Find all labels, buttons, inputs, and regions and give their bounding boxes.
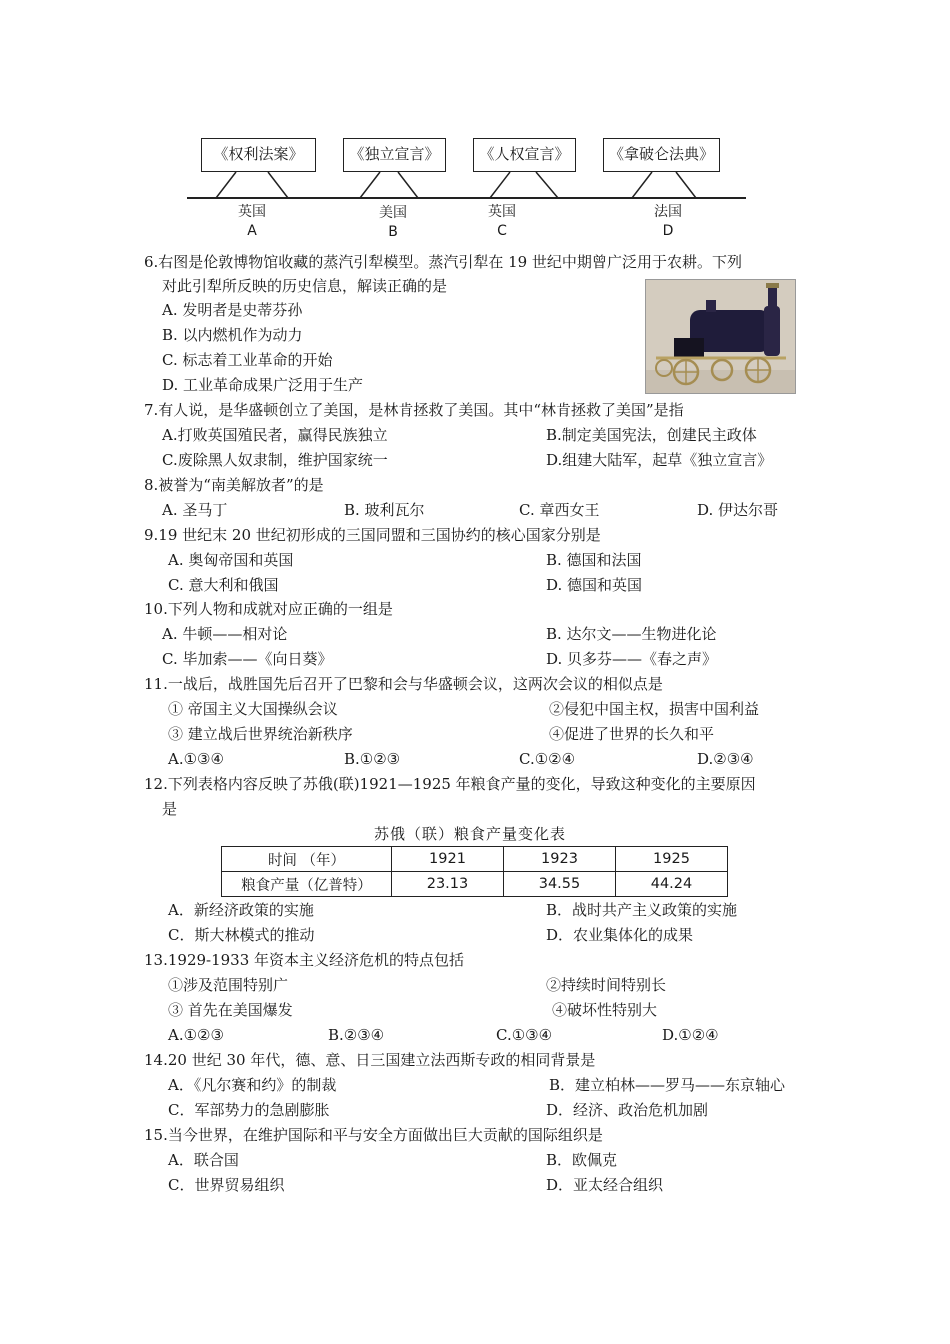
timeline-doc-rights-of-man: 《人权宣言》 [473, 138, 576, 172]
timeline-letter-d: D [662, 223, 674, 239]
q11-option-d: D.②③④ [697, 750, 754, 768]
q7-stem: 7.有人说，是华盛顿创立了美国，是林肯拯救了美国。其中“林肯拯救了美国”是指 [144, 401, 684, 419]
q8-option-c: C. 章西女王 [519, 501, 600, 519]
table-value-1921: 23.13 [392, 872, 504, 897]
q13-item-3: ③ 首先在美国爆发 [168, 1001, 293, 1019]
q8-stem: 8.被誉为“南美解放者”的是 [144, 476, 324, 494]
q6-option-b: B. 以内燃机作为动力 [162, 326, 303, 344]
table-value-1923: 34.55 [504, 872, 616, 897]
q11-item-1: ① 帝国主义大国操纵会议 [168, 700, 338, 718]
q15-option-a: A．联合国 [168, 1151, 239, 1169]
timeline-letter-b: B [388, 224, 398, 240]
grain-output-table [221, 846, 728, 897]
q11-option-b: B.①②③ [344, 750, 401, 768]
q8-option-b: B. 玻利瓦尔 [344, 501, 425, 519]
q12-option-a: A．新经济政策的实施 [168, 901, 314, 919]
q10-option-d: D. 贝多芬——《春之声》 [546, 650, 718, 668]
q10-stem: 10.下列人物和成就对应正确的一组是 [144, 600, 393, 618]
q8-option-d: D. 伊达尔哥 [697, 501, 779, 519]
q12-option-d: D．农业集体化的成果 [546, 926, 694, 944]
table-header-year: 时间 （年） [222, 847, 392, 872]
q13-item-4: ④破坏性特别大 [552, 1001, 658, 1019]
timeline-country-a: 英国 [238, 204, 266, 220]
q6-option-a: A. 发明者是史蒂芬孙 [162, 301, 303, 319]
steam-plough-illustration [646, 280, 795, 393]
q13-stem: 13.1929-1933 年资本主义经济危机的特点包括 [144, 951, 465, 969]
q14-stem: 14.20 世纪 30 年代，德、意、日三国建立法西斯专政的相同背景是 [144, 1051, 596, 1069]
table-header-output: 粮食产量（亿普特） [222, 872, 392, 897]
q10-option-a: A. 牛顿——相对论 [162, 625, 288, 643]
q11-item-3: ③ 建立战后世界统治新秩序 [168, 725, 353, 743]
q15-stem: 15.当今世界，在维护国际和平与安全方面做出巨大贡献的国际组织是 [144, 1126, 603, 1144]
q12-option-b: B．战时共产主义政策的实施 [546, 901, 738, 919]
q10-option-b: B. 达尔文——生物进化论 [546, 625, 717, 643]
q15-option-b: B．欧佩克 [546, 1151, 618, 1169]
q15-option-c: C．世界贸易组织 [168, 1176, 285, 1194]
q13-option-d: D.①②④ [662, 1026, 719, 1044]
q11-item-4: ④促进了世界的长久和平 [549, 725, 715, 743]
q8-option-a: A. 圣马丁 [162, 501, 228, 519]
table-value-1925: 44.24 [616, 872, 728, 897]
q6-stem-line1: 6.右图是伦敦博物馆收藏的蒸汽引犁模型。蒸汽引犁在 19 世纪中期曾广泛用于农耕。下列 [144, 253, 742, 271]
q7-option-b: B.制定美国宪法，创建民主政体 [546, 426, 757, 444]
q13-option-b: B.②③④ [328, 1026, 385, 1044]
timeline-doc-napoleonic-code: 《拿破仑法典》 [603, 138, 720, 172]
q14-option-c: C．军部势力的急剧膨胀 [168, 1101, 330, 1119]
q7-option-a: A.打败英国殖民者，赢得民族独立 [162, 426, 388, 444]
table-year-1925: 1925 [616, 847, 728, 872]
q7-option-d: D.组建大陆军，起草《独立宣言》 [546, 451, 773, 469]
q9-stem: 9.19 世纪末 20 世纪初形成的三国同盟和三国协约的核心国家分别是 [144, 526, 601, 544]
table-year-1923: 1923 [504, 847, 616, 872]
q11-item-2: ②侵犯中国主权，损害中国利益 [549, 700, 760, 718]
q14-option-b: B．建立柏林——罗马——东京轴心 [549, 1076, 786, 1094]
q12-stem-line1: 12.下列表格内容反映了苏俄(联)1921—1925 年粮食产量的变化，导致这种变化的主要原因 [144, 775, 756, 793]
q6-option-c: C. 标志着工业革命的开始 [162, 351, 333, 369]
q12-stem-line2: 是 [162, 800, 178, 818]
q15-option-d: D．亚太经合组织 [546, 1176, 664, 1194]
q11-stem: 11.一战后，战胜国先后召开了巴黎和会与华盛顿会议，这两次会议的相似点是 [144, 675, 663, 693]
q12-option-c: C．斯大林模式的推动 [168, 926, 315, 944]
q13-option-a: A.①②③ [168, 1026, 224, 1044]
timeline-letter-a: A [247, 223, 257, 239]
timeline-doc-bill-of-rights: 《权利法案》 [201, 138, 316, 172]
q14-option-d: D．经济、政治危机加剧 [546, 1101, 709, 1119]
timeline-country-d: 法国 [654, 204, 682, 220]
q13-item-2: ②持续时间特别长 [546, 976, 667, 994]
q9-option-c: C. 意大利和俄国 [168, 576, 279, 594]
steam-plough-photo [645, 279, 796, 394]
q9-option-a: A. 奥匈帝国和英国 [168, 551, 294, 569]
q11-option-c: C.①②④ [519, 750, 576, 768]
timeline-letter-c: C [497, 223, 507, 239]
q6-option-d: D. 工业革命成果广泛用于生产 [162, 376, 364, 394]
q9-option-d: D. 德国和英国 [546, 576, 643, 594]
q11-option-a: A.①③④ [168, 750, 224, 768]
timeline-country-c: 英国 [488, 204, 516, 220]
q13-option-c: C.①③④ [496, 1026, 553, 1044]
q13-item-1: ①涉及范围特别广 [168, 976, 289, 994]
table-row [222, 872, 728, 897]
q10-option-c: C. 毕加索——《向日葵》 [162, 650, 333, 668]
q7-option-c: C.废除黑人奴隶制，维护国家统一 [162, 451, 388, 469]
timeline-doc-declaration-of-independence: 《独立宣言》 [343, 138, 446, 172]
table-row [222, 847, 728, 872]
timeline-country-b: 美国 [379, 205, 407, 221]
q6-stem-line2: 对此引犁所反映的历史信息，解读正确的是 [162, 277, 448, 295]
q12-table-title: 苏俄（联）粮食产量变化表 [374, 825, 567, 843]
table-year-1921: 1921 [392, 847, 504, 872]
q14-option-a: A．《凡尔赛和约》的制裁 [168, 1076, 337, 1094]
q9-option-b: B. 德国和法国 [546, 551, 642, 569]
